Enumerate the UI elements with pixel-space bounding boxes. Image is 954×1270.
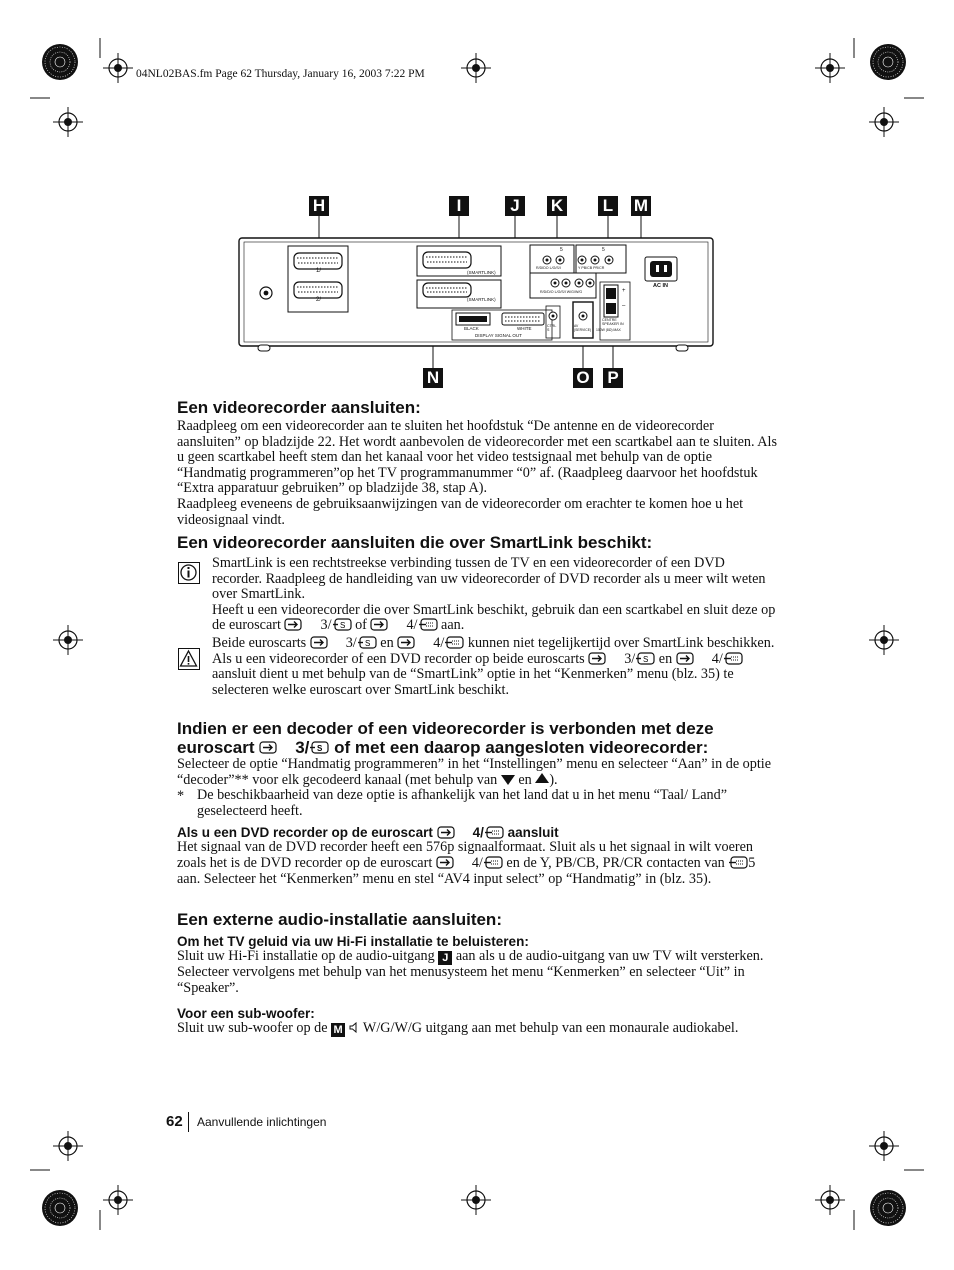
- text: Heeft u een videorecorder die over SmartLink beschikt, gebruik dan een scartkabel en sluit deze op de euroscart: [212, 601, 776, 634]
- av-left-label: R/DIDO L/G/S/I: [536, 266, 561, 270]
- title-text: 4/: [472, 825, 484, 841]
- subsection-title: Voor een sub-woofer:: [177, 1006, 315, 1022]
- av4-label: AV (SERVICE): [574, 324, 592, 332]
- scart2-label: 2/: [316, 297, 322, 303]
- ref-j: J: [438, 951, 452, 965]
- svg-text:S: S: [364, 638, 371, 648]
- ac-in-label: AC IN: [653, 283, 668, 289]
- smartlink4-label: (SMARTLINK): [467, 297, 496, 302]
- svg-text:S: S: [339, 621, 345, 631]
- title-text: 3/: [295, 738, 310, 757]
- text: 4/: [711, 650, 723, 667]
- black-label: BLACK: [464, 326, 479, 331]
- text: kunnen niet tegelijkertijd over SmartLink beschikken. Als u een videorecorder of een DVD recorder op beide euroscarts: [212, 634, 775, 667]
- footer-divider: [188, 1112, 189, 1132]
- section-title: Een videorecorder aansluiten die over SmartLink beschikt:: [177, 533, 653, 552]
- text: aan.: [441, 617, 465, 634]
- text: of: [355, 617, 367, 634]
- smartlink-s-icon: [357, 636, 377, 649]
- text: 5 aan. Selecteer het “Kenmerken” menu en stel “AV4 input select” op “Handmatig” in (blz. 35).: [177, 854, 756, 887]
- section-title: [177, 719, 777, 757]
- smartlink-s-icon: [332, 618, 352, 631]
- title-text: aansluit: [507, 825, 559, 841]
- info-icon: [178, 562, 200, 584]
- av5-label-left: 5: [560, 247, 563, 253]
- title-text: of met een daarop aangesloten videorecorder:: [334, 738, 709, 757]
- scart-out-icon: [418, 618, 438, 631]
- scart-out-icon: [483, 856, 503, 869]
- paragraph: [177, 757, 777, 788]
- text: en: [658, 650, 673, 667]
- paragraph: [212, 636, 777, 698]
- label-p: P: [603, 368, 623, 388]
- section-decoder: [177, 719, 777, 887]
- subsection-title: Om het TV geluid via uw Hi-Fi installatie te beluisteren:: [177, 934, 529, 949]
- text: en: [380, 634, 394, 651]
- label-o: O: [573, 368, 593, 388]
- footnote: [177, 788, 777, 819]
- text: aan als u de audio-uitgang van uw TV wilt versterken. Selecteer vervolgens met behulp van het menusysteem het menu “Kenmerken” en selecteer “Uit” in “Speaker”.: [177, 948, 764, 996]
- title-text: Als u een DVD recorder op de euroscart: [177, 825, 433, 841]
- text: 3/: [624, 650, 636, 667]
- scart-icon: [437, 826, 473, 839]
- av-right-label: Y PB/CB PR/CR: [578, 266, 605, 270]
- label-i: I: [449, 196, 469, 216]
- section-audio: [177, 910, 777, 1037]
- scart-icon: [370, 618, 406, 631]
- scart-out-icon: [723, 652, 743, 665]
- svg-text:S: S: [317, 744, 323, 753]
- ref-m: M: [331, 1023, 345, 1037]
- text: W/G/W/G uitgang aan met behulp van een monaurale audiokabel.: [362, 1020, 739, 1037]
- centre-max-label: 100W (8Ω) MAX: [596, 328, 621, 332]
- paragraph: Raadpleeg om een videorecorder aan te sluiten het hoofdstuk “De antenne en de videorecorder aansluiten” op bladzijde 22. Het wordt aanbevolen de videorecorder met een scartkabel aan te sluiten. Als u geen scartkabel heeft stem dan het kanaal voor het video testsignaal met behulp van de optie “Handmatig programmeren”op het TV programmanummer “0” af. (Raadpleeg daarvoor het hoofdstuk “Extra apparatuur gebruiken” op bladzijde 38, stap A).: [177, 418, 777, 497]
- section-smartlink: [177, 533, 777, 553]
- paragraph: [177, 840, 777, 887]
- centre-label: CENTRE SPEAKER IN: [602, 318, 624, 326]
- ctrl-label: CTRL S: [547, 324, 557, 332]
- paragraph: Raadpleeg eveneens de gebruiksaanwijzingen van de videorecorder om erachter te komen hoe u het videosignaal vindt.: [177, 495, 744, 528]
- title-text: Indien er een decoder of een videorecorder is verbonden met deze: [177, 719, 714, 738]
- scart-icon: [259, 740, 295, 755]
- scart-out-icon: [728, 856, 748, 869]
- section-title: Een externe audio-installatie aansluiten:: [177, 910, 502, 929]
- scart1-label: 1/: [316, 268, 322, 274]
- text: 4/: [433, 634, 445, 651]
- scart-out-icon: [444, 636, 464, 649]
- text: Het signaal van de DVD recorder heeft een 576p signaalformaat. Sluit als u het signaal in wilt voeren zoals het is de DVD recorder op de euroscart: [177, 839, 753, 871]
- av5-label-right: 5: [602, 247, 605, 253]
- smartlink-s-icon: [635, 652, 655, 665]
- text: en: [518, 771, 532, 788]
- section-videorecorder: [177, 398, 777, 528]
- label-n: N: [423, 368, 443, 388]
- connector-diagram: [230, 190, 720, 390]
- text: 3/: [345, 634, 357, 651]
- label-k: K: [547, 196, 567, 216]
- scart-icon: [284, 618, 320, 631]
- arrow-down-icon: [501, 775, 515, 785]
- text: 4/: [406, 617, 418, 634]
- title-text: euroscart: [177, 738, 255, 757]
- arrow-up-icon: [535, 773, 549, 783]
- paragraph: [177, 1021, 777, 1037]
- display-signal-out-label: DISPLAY SIGNAL OUT: [475, 333, 522, 338]
- paragraph: [212, 603, 777, 634]
- text: aansluit dient u met behulp van de “SmartLink” optie in het “Kenmerken” menu (blz. 35) te selecteren welke euroscart over SmartLink beschikt.: [212, 666, 734, 698]
- minus-label: –: [622, 303, 626, 309]
- text: Selecteer de optie “Handmatig programmeren” in het “Instellingen” menu en selecteer “Aan” in de optie “decoder”** voor elk gecodeerd kanaal (met behulp van: [177, 756, 772, 788]
- footnote-text: De beschikbaarheid van deze optie is afhankelijk van het land dat u in het menu “Taal/ Land” geselecteerd heeft.: [197, 787, 728, 819]
- text: Beide euroscarts: [212, 634, 307, 651]
- file-info: 04NL02BAS.fm Page 62 Thursday, January 16, 2003 7:22 PM: [136, 68, 425, 80]
- label-h: H: [309, 196, 329, 216]
- subsection-title: [177, 825, 777, 840]
- scart-out-icon: [484, 826, 504, 839]
- scart-icon: [676, 652, 712, 665]
- smartlink3-label: (SMARTLINK): [467, 270, 496, 275]
- scart-icon: [397, 636, 433, 649]
- text: en de Y, PB/CB, PR/CR contacten van: [506, 854, 725, 871]
- footer-section: Aanvullende inlichtingen: [197, 1115, 327, 1129]
- svg-text:S: S: [643, 654, 649, 664]
- text: Sluit uw sub-woofer op de: [177, 1020, 328, 1037]
- back-panel-drawing: [230, 190, 720, 390]
- text: 3/: [320, 617, 332, 634]
- label-l: L: [598, 196, 618, 216]
- footnote-mark: *: [177, 788, 185, 805]
- scart-icon: [310, 636, 346, 649]
- smartlink-body: [212, 556, 777, 698]
- plus-label: +: [622, 288, 626, 294]
- scart-icon: [436, 856, 472, 869]
- paragraph: SmartLink is een rechtstreekse verbinding tussen de TV en een videorecorder of een DVD recorder. Raadpleeg de handleiding van uw videorecorder of DVD recorder als u meer wilt weten over SmartLink.: [212, 555, 766, 603]
- section-title: Een videorecorder aansluiten:: [177, 398, 421, 417]
- warning-icon: [178, 648, 200, 670]
- page-number: 62: [166, 1113, 183, 1130]
- speaker-icon: [349, 1022, 360, 1033]
- scart-icon: [588, 652, 624, 665]
- smartlink-s-icon: [309, 740, 329, 755]
- text: 4/: [471, 854, 483, 871]
- white-label: WHITE: [517, 326, 532, 331]
- paragraph: [177, 949, 777, 996]
- text: ).: [549, 771, 558, 788]
- text: Sluit uw Hi-Fi installatie op de audio-uitgang: [177, 948, 435, 964]
- label-m: M: [631, 196, 651, 216]
- av-mid-label: R/D/D/O L/G/S/I W/G/W/G: [540, 290, 583, 294]
- label-j: J: [505, 196, 525, 216]
